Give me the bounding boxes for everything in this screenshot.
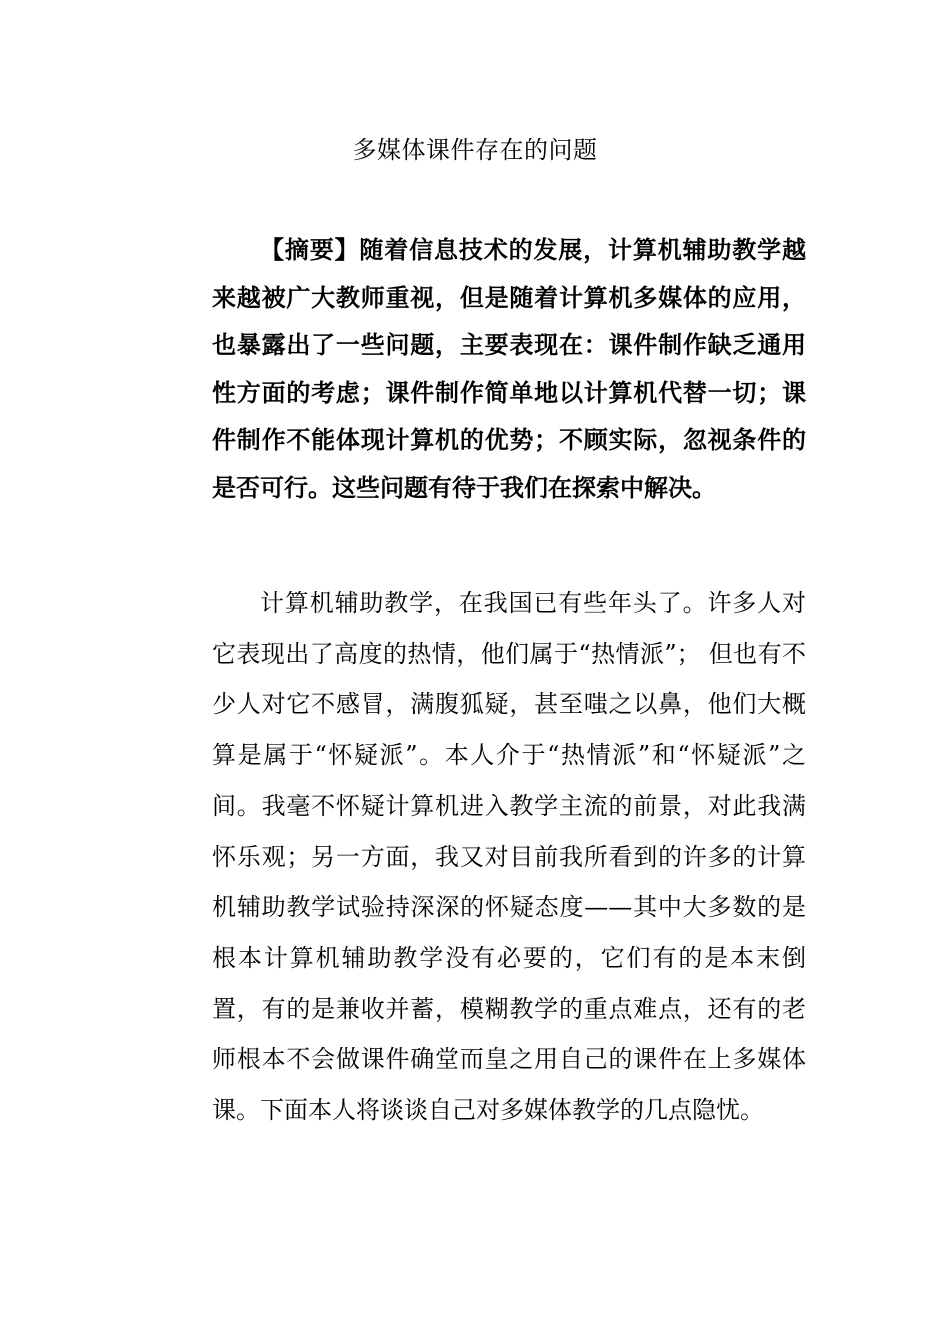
- body-paragraph: 计算机辅助教学，在我国已有些年头了。许多人对它表现出了高度的热情，他们属于“热情派”； 但也有不少人对它不感冒，满腹狐疑，甚至嗤之以鼻，他们大概算是属于“怀疑派”。本人介于“热情派”和“怀疑派”之间。我毫不怀疑计算机进入教学主流的前景，对此我满怀乐观；另一方面，我又对目前我所看到的许多的计算机辅助教学试验持深深的怀疑态度——其中大多数的是根本计算机辅助教学没有必要的，它们有的是本末倒置，有的是兼收并蓄，模糊教学的重点难点，还有的老师根本不会做课件确堂而皇之用自己的课件在上多媒体课。下面本人将谈谈自己对多媒体教学的几点隐忧。: [212, 589, 806, 1125]
- document-title: 多媒体课件存在的问题: [352, 136, 598, 164]
- abstract-paragraph: 【摘要】随着信息技术的发展，计算机辅助教学越来越被广大教师重视，但是随着计算机多媒体的应用，也暴露出了一些问题，主要表现在：课件制作缺乏通用性方面的考虑；课件制作简单地以计算机代替一切；课件制作不能体现计算机的优势；不顾实际，忽视条件的是否可行。这些问题有待于我们在探索中解决。: [212, 236, 806, 502]
